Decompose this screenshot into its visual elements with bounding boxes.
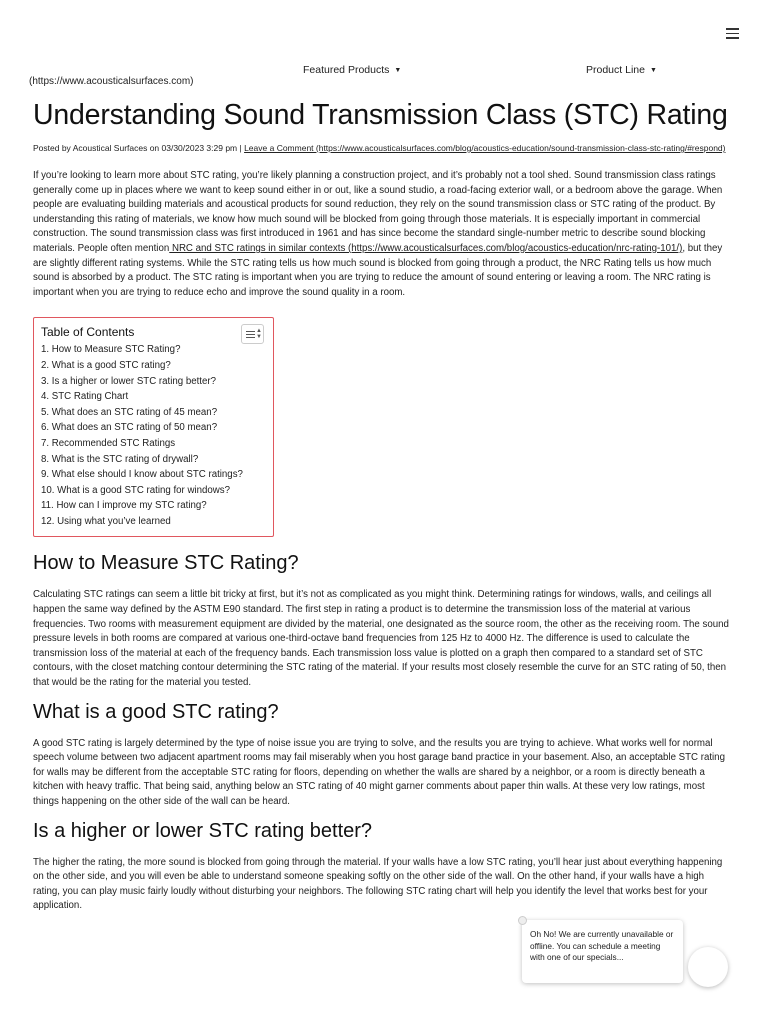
toc-list xyxy=(41,342,265,529)
intro-text-1: If you’re looking to learn more about STC rating, you’re likely planning a construction project, and it’s probably not a tool shed. Sound transmission class ratings generally come up in places where we want to keep sound either in or out, like a sound studio, a road-facing exterior wall, or a bedroom above the garage. When people are evaluating building materials and acoustical products for sound reduction, they rely on the sound transmission class or STC rating of the product. By understanding this rating of materials, we know how much sound will be blocked from going through those materials. It is especially important in commercial construction. The sound transmission class was first introduced in 1961 and has since become the standard single-number metric to describe sound blocking materials. People often mention xyxy=(33,170,723,254)
post-meta-text: Posted by Acoustical Surfaces on 03/30/2023 3:29 pm | xyxy=(33,143,245,153)
paragraph-how-to-measure: Calculating STC ratings can seem a little bit tricky at first, but it’s not as complicated as you might think. Determining ratings for windows, walls, and ceilings all happen the same way defined by the ASTM E90 standard. The first step in rating a product is to determine the transmission loss of the material at various frequencies. Two rooms with measurement equipment are divided by the material, one designated as the source room, the other as the receiving room. The sound pressure levels in both rooms are compared at various one-third-octave band frequencies from 125 Hz to 4000 Hz. The difference is used to calculate the transmission loss of the material at each of the frequency bands. Each transmission loss value is plotted on a graph then compared to a standard set of STC contours, with the closet matching contour determining the STC rating of the material. If your results most closely resemble the curve for an STC rating of 50, then that would be the rating for the material you tested. xyxy=(33,589,729,689)
nav-product-line[interactable] xyxy=(586,64,657,76)
nrc-stc-link[interactable]: NRC and STC ratings in similar contexts (https://www.acousticalsurfaces.com/blog/acoustics-education/nrc-rating-101/) xyxy=(169,242,683,254)
post-meta xyxy=(33,142,730,155)
page-title: Understanding Sound Transmission Class (STC) Rating xyxy=(33,99,728,131)
leave-comment-link[interactable]: Leave a Comment (https://www.acousticalsurfaces.com/blog/acoustics-education/sound-transmission-class-stc-rating/#respond) xyxy=(244,143,726,153)
list-icon xyxy=(246,331,255,340)
nav-featured-products-label: Featured Products xyxy=(303,64,390,76)
toc-item-9[interactable]: 9. What else should I know about STC ratings? xyxy=(41,469,243,481)
intro-paragraph xyxy=(33,169,730,300)
chat-launcher-button[interactable] xyxy=(688,947,728,987)
top-navigation xyxy=(0,0,768,90)
heading-good-stc-rating: What is a good STC rating? xyxy=(33,700,279,723)
toc-item-10[interactable]: 10. What is a good STC rating for windows? xyxy=(41,484,230,496)
chevron-down-icon: ▼ xyxy=(394,67,402,74)
toc-item-2[interactable]: 2. What is a good STC rating? xyxy=(41,359,171,371)
paragraph-good-stc-rating: A good STC rating is largely determined by the type of noise issue you are trying to solve, and the results you are trying to achieve. What works well for normal speech volume between two adjacent apartment rooms may fail miserably when you host garage band practice in your basement. Also, an acceptable STC rating for walls may be different from the acceptable STC rating for floors, depending on whether the walls are shared by a neighbor, or a room is directly beneath a kitchen with heavy traffic. That being said, anything below an STC rating of 40 might garner comments about paper thin walls. At these very low ratings, most things happening on the other side of the wall can be heard. xyxy=(33,737,725,807)
toc-item-12[interactable]: 12. Using what you’ve learned xyxy=(41,515,171,527)
toc-item-3[interactable]: 3. Is a higher or lower STC rating better? xyxy=(41,375,216,387)
intro-text-2: , but they are slightly different rating systems. While the STC rating tells us how much sound is blocked from going through a product, the NRC Rating tells us how much sound is absorbed by a product. The STC rating is important when you are trying to reduce the amount of sound entering or leaving a room. The NRC rating is important when you are trying to reduce echo and improve the sound quality in a room. xyxy=(33,242,723,298)
nav-product-line-label: Product Line xyxy=(586,64,645,76)
toc-item-5[interactable]: 5. What does an STC rating of 45 mean? xyxy=(41,406,218,418)
hamburger-menu-icon[interactable] xyxy=(726,28,739,39)
toc-title: Table of Contents xyxy=(41,325,135,340)
nav-featured-products[interactable] xyxy=(303,64,401,76)
chevron-down-icon: ▼ xyxy=(649,67,657,74)
sort-arrows-icon: ▲ ▼ xyxy=(256,328,262,341)
toc-item-7[interactable]: 7. Recommended STC Ratings xyxy=(41,437,176,449)
chat-message-text: Oh No! We are currently unavailable or offline. You can schedule a meeting with one of our specials... xyxy=(530,929,674,963)
toc-item-1[interactable]: 1. How to Measure STC Rating? xyxy=(41,344,181,356)
close-icon[interactable] xyxy=(518,916,527,925)
toc-toggle-button[interactable] xyxy=(241,324,264,344)
article-content xyxy=(33,100,730,914)
home-url-link[interactable]: (https://www.acousticalsurfaces.com) xyxy=(29,76,194,87)
toc-item-8[interactable]: 8. What is the STC rating of drywall? xyxy=(41,453,199,465)
chat-offline-message[interactable] xyxy=(522,920,683,983)
toc-item-11[interactable]: 11. How can I improve my STC rating? xyxy=(41,500,207,512)
heading-higher-or-lower: Is a higher or lower STC rating better? xyxy=(33,819,373,842)
toc-item-4[interactable]: 4. STC Rating Chart xyxy=(41,391,129,403)
toc-item-6[interactable]: 6. What does an STC rating of 50 mean? xyxy=(41,422,218,434)
table-of-contents xyxy=(33,317,274,537)
heading-how-to-measure: How to Measure STC Rating? xyxy=(33,552,299,575)
paragraph-higher-or-lower: The higher the rating, the more sound is blocked from going through the material. If your walls have a low STC rating, you’ll hear just about everything happening on the other side, and you will even be able to understand someone speaking softly on the other side of the wall. On the other hand, if your walls have a high rating, you can play music fairly loudly without disturbing your neighbors. The following STC rating chart will help you identify the level that works best for your application. xyxy=(33,856,723,912)
